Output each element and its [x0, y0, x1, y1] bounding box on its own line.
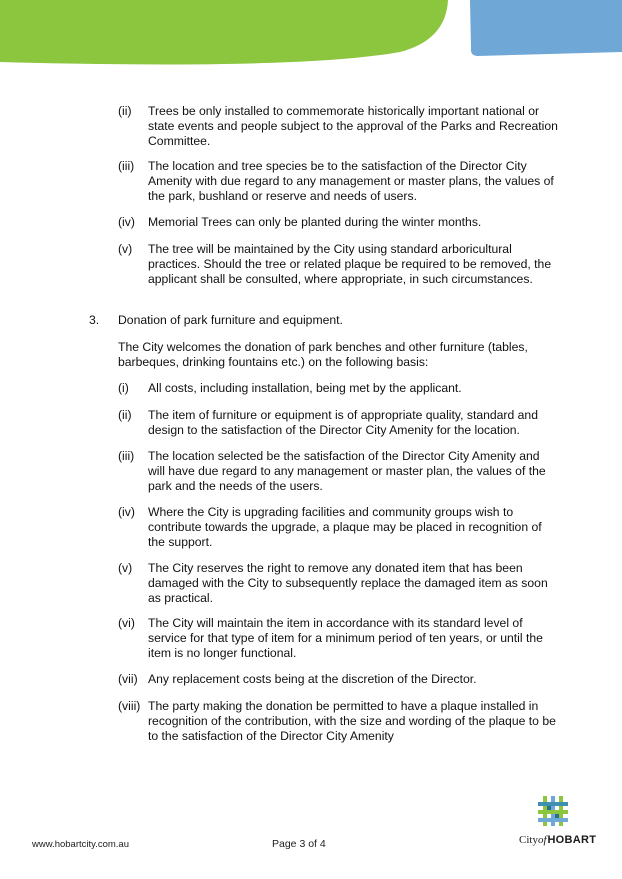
header-green-wave [0, 0, 448, 64]
list-item-text: The City will maintain the item in accordance with its standard level of service for that type of item for a minimum period of ten years, or until the item is no longer functional. [148, 616, 543, 660]
list-item [118, 561, 558, 606]
list-item-text: Any replacement costs being at the discretion of the Director. [148, 672, 477, 686]
list-item-number: (ii) [118, 104, 132, 118]
section-number: 3. [89, 313, 100, 327]
list-item [118, 408, 558, 438]
list-item-number: (iv) [118, 215, 135, 229]
list-item-number: (i) [118, 381, 129, 395]
list-item-text: Trees be only installed to commemorate historically important national or state events and people subject to the approval of the Parks and Recreation Committee. [148, 104, 558, 148]
list-item-text: The location and tree species be to the satisfaction of the Director City Amenity with due regard to any management or master plans, the values of the park, bushland or reserve and needs of users. [148, 159, 554, 203]
footer-website-link[interactable]: www.hobartcity.com.au [32, 839, 129, 850]
list-item-number: (iii) [118, 449, 135, 463]
list-item-text: The item of furniture or equipment is of appropriate quality, standard and design to the satisfaction of the Director City Amenity for the location. [148, 408, 538, 437]
list-item-text: The tree will be maintained by the City using standard arboricultural practices. Should the tree or related plaque be required to be removed, the applicant shall be consulted, where appropriate, in such circumstances. [148, 242, 552, 286]
list-item-number: (v) [118, 561, 133, 575]
list-item [118, 159, 558, 204]
logo-hobart: HOBART [547, 834, 597, 846]
list-item-text: All costs, including installation, being met by the applicant. [148, 381, 462, 395]
list-item-text: The location selected be the satisfaction of the Director City Amenity and will have due regard to any management or master plan, the values of the park and the needs of the users. [148, 449, 546, 493]
list-item-number: (iv) [118, 505, 135, 519]
list-item [118, 699, 558, 744]
list-item-number: (vii) [118, 672, 138, 686]
list-item [118, 616, 558, 661]
list-item-text: The party making the donation be permitted to have a plaque installed in recognition of the contribution, with the size and wording of the plaque to be to the satisfaction of the Director City Amenity [148, 699, 556, 743]
list-item [118, 215, 558, 230]
logo-city: City [519, 834, 538, 846]
section-title: Donation of park furniture and equipment. [118, 313, 343, 327]
list-item-number: (viii) [118, 699, 141, 713]
list-item-number: (ii) [118, 408, 132, 422]
list-item-number: (vi) [118, 616, 135, 630]
list-item-number: (v) [118, 242, 133, 256]
list-item-text: The City reserves the right to remove any donated item that has been damaged with the City to subsequently replace the damaged item as soon as practical. [148, 561, 548, 605]
list-item [118, 505, 558, 550]
list-item [118, 104, 558, 149]
list-item-text: Where the City is upgrading facilities and community groups wish to contribute towards the upgrade, a plaque may be placed in recognition of the support. [148, 505, 542, 549]
logo-wordmark [519, 834, 596, 846]
section-intro: The City welcomes the donation of park benches and other furniture (tables, barbeques, drinking fountains etc.) on the following basis: [118, 340, 528, 369]
list-item [118, 381, 558, 396]
header-band [0, 0, 622, 70]
header-blue-wave [470, 0, 622, 56]
list-item [118, 449, 558, 494]
logo-of: of [537, 834, 547, 846]
list-item-number: (iii) [118, 159, 135, 173]
page-number: Page 3 of 4 [272, 838, 326, 850]
list-item [118, 242, 558, 287]
list-item [118, 672, 558, 687]
list-item-text: Memorial Trees can only be planted during the winter months. [148, 215, 482, 229]
